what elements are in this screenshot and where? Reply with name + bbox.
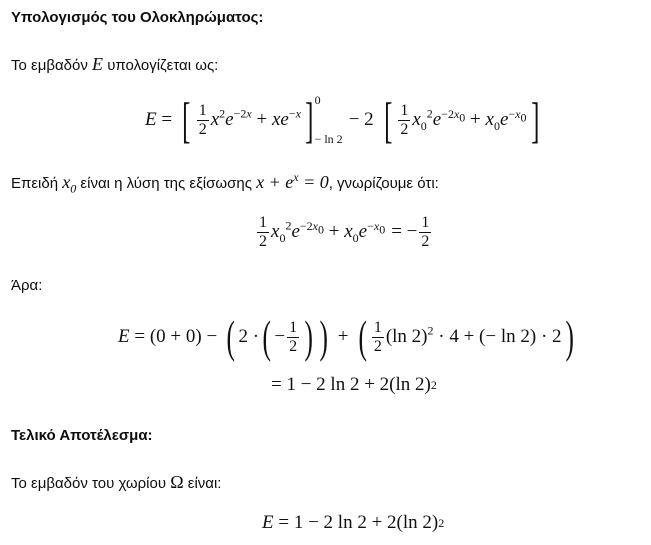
- frac-one-half-2: $\frac{1}{2}$: [400, 101, 409, 138]
- frac-one-half-6: $\frac{1}{2}$: [373, 318, 382, 355]
- eq1-minus-two: − 2: [348, 109, 374, 130]
- since-text: [11, 172, 439, 194]
- frac-one-half: $\frac{1}{2}$: [198, 101, 207, 138]
- since-before: Επειδή: [11, 175, 59, 192]
- eq3-two-dot: 2 ·: [238, 326, 260, 347]
- right-bracket-2: ]: [530, 92, 539, 148]
- eq3-lhs: E = (0 + 0) −: [118, 326, 218, 347]
- eq2-lhs: $x_0^2e^{-2x_0} + x_0e^{-x_0}$: [271, 218, 386, 245]
- eq3-term: (ln 2)$^2$ · 4 + (− ln 2) · 2: [385, 323, 562, 347]
- frac-one-half-5: $\frac{1}{2}$: [289, 318, 298, 355]
- since-after: , γνωρίζουμε ότι:: [328, 175, 439, 192]
- eq4-text: E = 1 − 2 ln 2 + 2(ln 2): [262, 512, 439, 533]
- upper-limit: 0: [314, 93, 321, 107]
- frac-one-half-3: $\frac{1}{2}$: [259, 213, 267, 250]
- eq1-limits: [315, 93, 343, 147]
- eq1-lhs: E =: [145, 109, 173, 130]
- eq3-neg: −: [274, 326, 286, 347]
- ara-text: Άρα:: [11, 277, 43, 294]
- intro-before: Το εμβαδόν: [11, 57, 88, 74]
- heading-integral-calculation: Υπολογισμός του Ολοκληρώματος:: [11, 9, 264, 26]
- eq1-term1: $x^2e^{-2x} + xe^{-x}$: [210, 106, 301, 130]
- since-middle: είναι η λύση της εξίσωσης: [80, 175, 252, 192]
- equation-x0-identity: [255, 207, 433, 257]
- eq1-term2: $x_0^2e^{-2x_0} + x_0e^{-x_0}$: [412, 106, 527, 133]
- left-bracket: [: [182, 92, 191, 148]
- paren-close-2: ): [304, 311, 314, 362]
- final-before: Το εμβαδόν του χωρίου: [11, 475, 167, 492]
- equation-simplified: = 1 − 2 ln 2 + 2(ln 2) 2: [271, 374, 437, 395]
- intro-var-E: E: [92, 54, 104, 74]
- right-bracket: ]: [305, 92, 314, 148]
- frac-one-half-4: $\frac{1}{2}$: [421, 213, 430, 250]
- paren-close-1: ): [319, 311, 329, 362]
- heading-final-result: Τελικό Αποτέλεσμα:: [11, 427, 153, 444]
- eq3-result: = 1 − 2 ln 2 + 2(ln 2): [271, 374, 431, 395]
- omega-symbol: Ω: [170, 472, 184, 492]
- left-bracket-2: [: [383, 92, 393, 148]
- since-x0: $x_0$: [62, 172, 77, 196]
- paren-close-3: ): [564, 311, 574, 362]
- equation-final: E = 1 − 2 ln 2 + 2(ln 2) 2: [262, 512, 445, 533]
- equation-area-definition: [145, 90, 543, 150]
- final-after: είναι:: [187, 475, 222, 492]
- equation-substitution: [118, 310, 577, 364]
- final-text: [11, 472, 221, 494]
- since-equation: $x + e^x = 0$: [256, 170, 329, 192]
- lower-limit: − ln 2: [314, 132, 343, 146]
- paren-open-3: (: [357, 311, 367, 362]
- paren-open-1: (: [226, 311, 236, 362]
- intro-text: [11, 54, 218, 76]
- paren-open-2: (: [262, 311, 271, 362]
- eq2-rhs: = −: [391, 221, 418, 242]
- eq3-plus: +: [337, 326, 349, 347]
- intro-after: υπολογίζεται ως:: [107, 57, 219, 74]
